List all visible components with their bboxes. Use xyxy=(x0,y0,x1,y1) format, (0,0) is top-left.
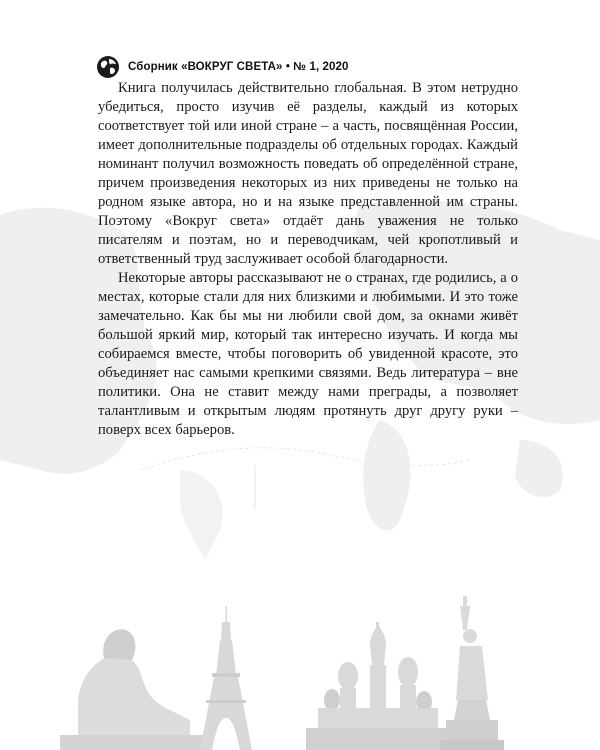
st-basils-cathedral-icon xyxy=(306,622,450,750)
sphinx-icon xyxy=(60,629,210,750)
page-header xyxy=(96,55,349,79)
page-header-title: Сборник «ВОКРУГ СВЕТА» • № 1, 2020 xyxy=(128,61,349,73)
article-body xyxy=(98,79,518,440)
eiffel-tower-icon xyxy=(200,606,252,750)
paragraph: Книга получилась действительно глобальная. В этом нетрудно убедиться, просто изучив её разделы, каждый из которых соответствует той или иной стране – а часть, посвящённая России, имеет дополнительные подразделы об отдельных городах. Каждый номинант получил возможность поведать об определённой стране, причем произведения некоторых из них приведены не только на родном языке автора, но и на языке представленной им страны. Поэтому «Вокруг света» отдаёт дань уважения не только писателям и поэтам, но и переводчикам, чей кропотливый и ответственный труд заслуживает особой благодарности. xyxy=(98,80,518,267)
globe-icon xyxy=(96,55,120,79)
statue-of-liberty-icon xyxy=(440,596,504,750)
paragraph: Некоторые авторы рассказывают не о странах, где родились, а о местах, которые стали для них близкими и любимыми. И это тоже замечательно. Как бы мы ни любили свой дом, за окнами живёт большой яркий мир, который так интересно изучать. И когда мы собираемся вместе, чтобы поговорить об увиденной красоте, это объединяет нас самыми крепкими связями. Ведь литература – вне политики. Она не ставит между нами преграды, а позволяет талантливым и открытым людям протянуть друг другу руки – поверх всех барьеров. xyxy=(98,270,518,438)
